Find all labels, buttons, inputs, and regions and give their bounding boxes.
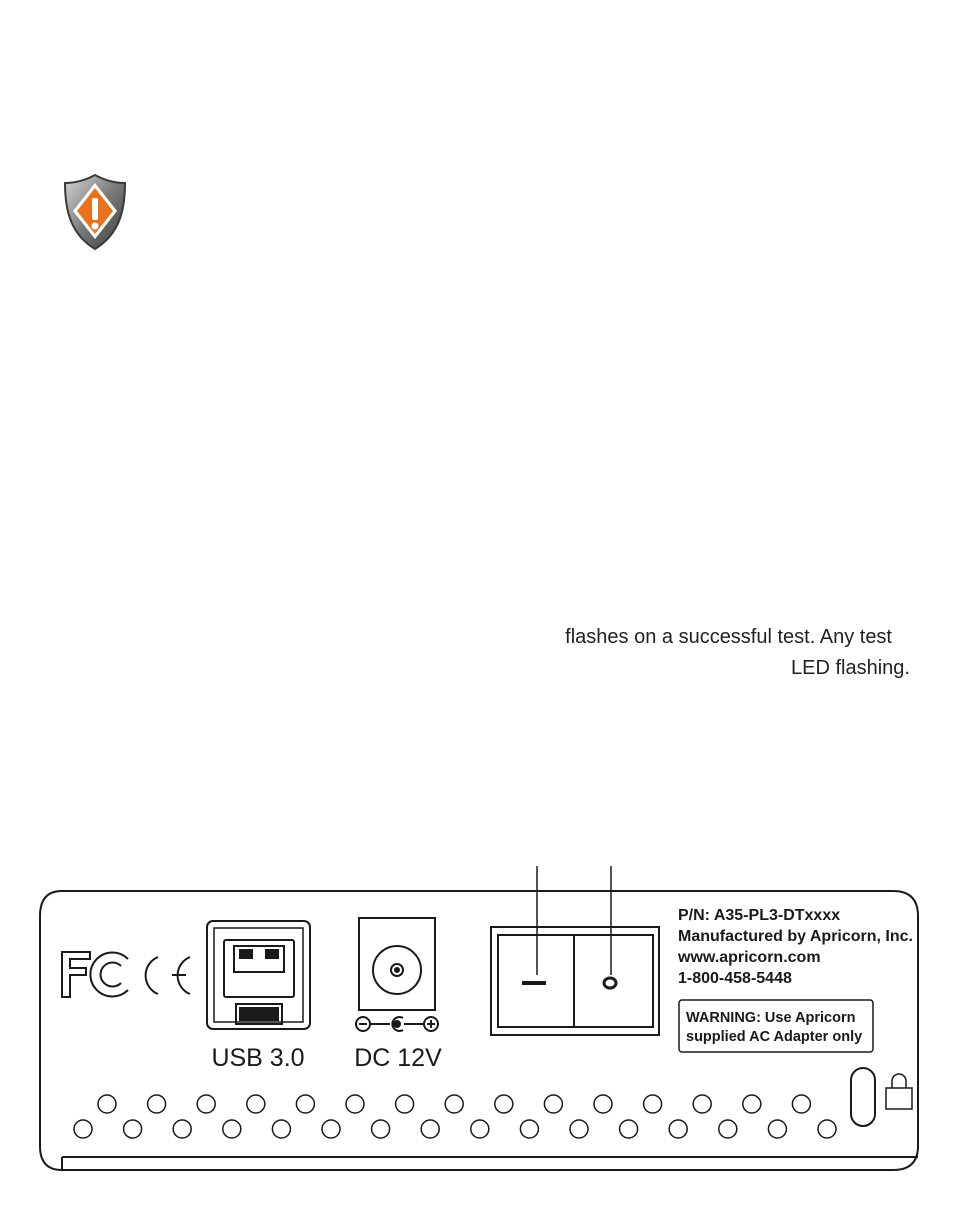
vent-hole bbox=[743, 1095, 761, 1113]
polarity-icon bbox=[356, 1017, 438, 1031]
switch-off-symbol bbox=[604, 978, 616, 988]
power-switch bbox=[491, 927, 659, 1035]
website: www.apricorn.com bbox=[678, 949, 821, 966]
vent-hole bbox=[296, 1095, 314, 1113]
body-text-line: LED flashing. bbox=[791, 657, 910, 679]
warning-text: WARNING: Use Apricorn bbox=[686, 1010, 856, 1026]
vent-hole bbox=[247, 1095, 265, 1113]
vent-hole bbox=[719, 1120, 737, 1138]
vent-hole bbox=[322, 1120, 340, 1138]
vent-hole bbox=[197, 1095, 215, 1113]
vent-hole bbox=[768, 1120, 786, 1138]
warning-text: supplied AC Adapter only bbox=[686, 1029, 863, 1045]
vent-hole bbox=[74, 1120, 92, 1138]
vent-hole bbox=[471, 1120, 489, 1138]
lock-slot bbox=[851, 1068, 875, 1126]
vent-hole bbox=[372, 1120, 390, 1138]
usb-label: USB 3.0 bbox=[211, 1044, 305, 1072]
vent-hole bbox=[520, 1120, 538, 1138]
vent-hole bbox=[346, 1095, 364, 1113]
vent-hole bbox=[272, 1120, 290, 1138]
vent-hole bbox=[620, 1120, 638, 1138]
vent-hole bbox=[421, 1120, 439, 1138]
vent-hole bbox=[693, 1095, 711, 1113]
body-text-line: flashes on a successful test. Any test bbox=[565, 626, 892, 648]
fcc-ce-marks bbox=[62, 952, 190, 997]
part-number: P/N: A35-PL3-DTxxxx bbox=[678, 907, 841, 924]
vent-hole bbox=[223, 1120, 241, 1138]
vent-hole bbox=[173, 1120, 191, 1138]
vent-hole bbox=[98, 1095, 116, 1113]
vent-hole bbox=[818, 1120, 836, 1138]
vent-hole bbox=[594, 1095, 612, 1113]
vent-hole bbox=[495, 1095, 513, 1113]
vent-holes bbox=[74, 1095, 836, 1138]
usb-port bbox=[207, 921, 310, 1029]
vent-hole bbox=[669, 1120, 687, 1138]
dc-jack bbox=[359, 918, 435, 1010]
vent-hole bbox=[644, 1095, 662, 1113]
vent-hole bbox=[445, 1095, 463, 1113]
vent-hole bbox=[148, 1095, 166, 1113]
vent-hole bbox=[396, 1095, 414, 1113]
manufacturer: Manufactured by Apricorn, Inc. bbox=[678, 928, 913, 945]
phone: 1-800-458-5448 bbox=[678, 970, 792, 987]
vent-hole bbox=[570, 1120, 588, 1138]
padlock-icon bbox=[886, 1074, 912, 1109]
vent-hole bbox=[544, 1095, 562, 1113]
dc-label: DC 12V bbox=[354, 1044, 442, 1072]
vent-hole bbox=[792, 1095, 810, 1113]
vent-hole bbox=[124, 1120, 142, 1138]
